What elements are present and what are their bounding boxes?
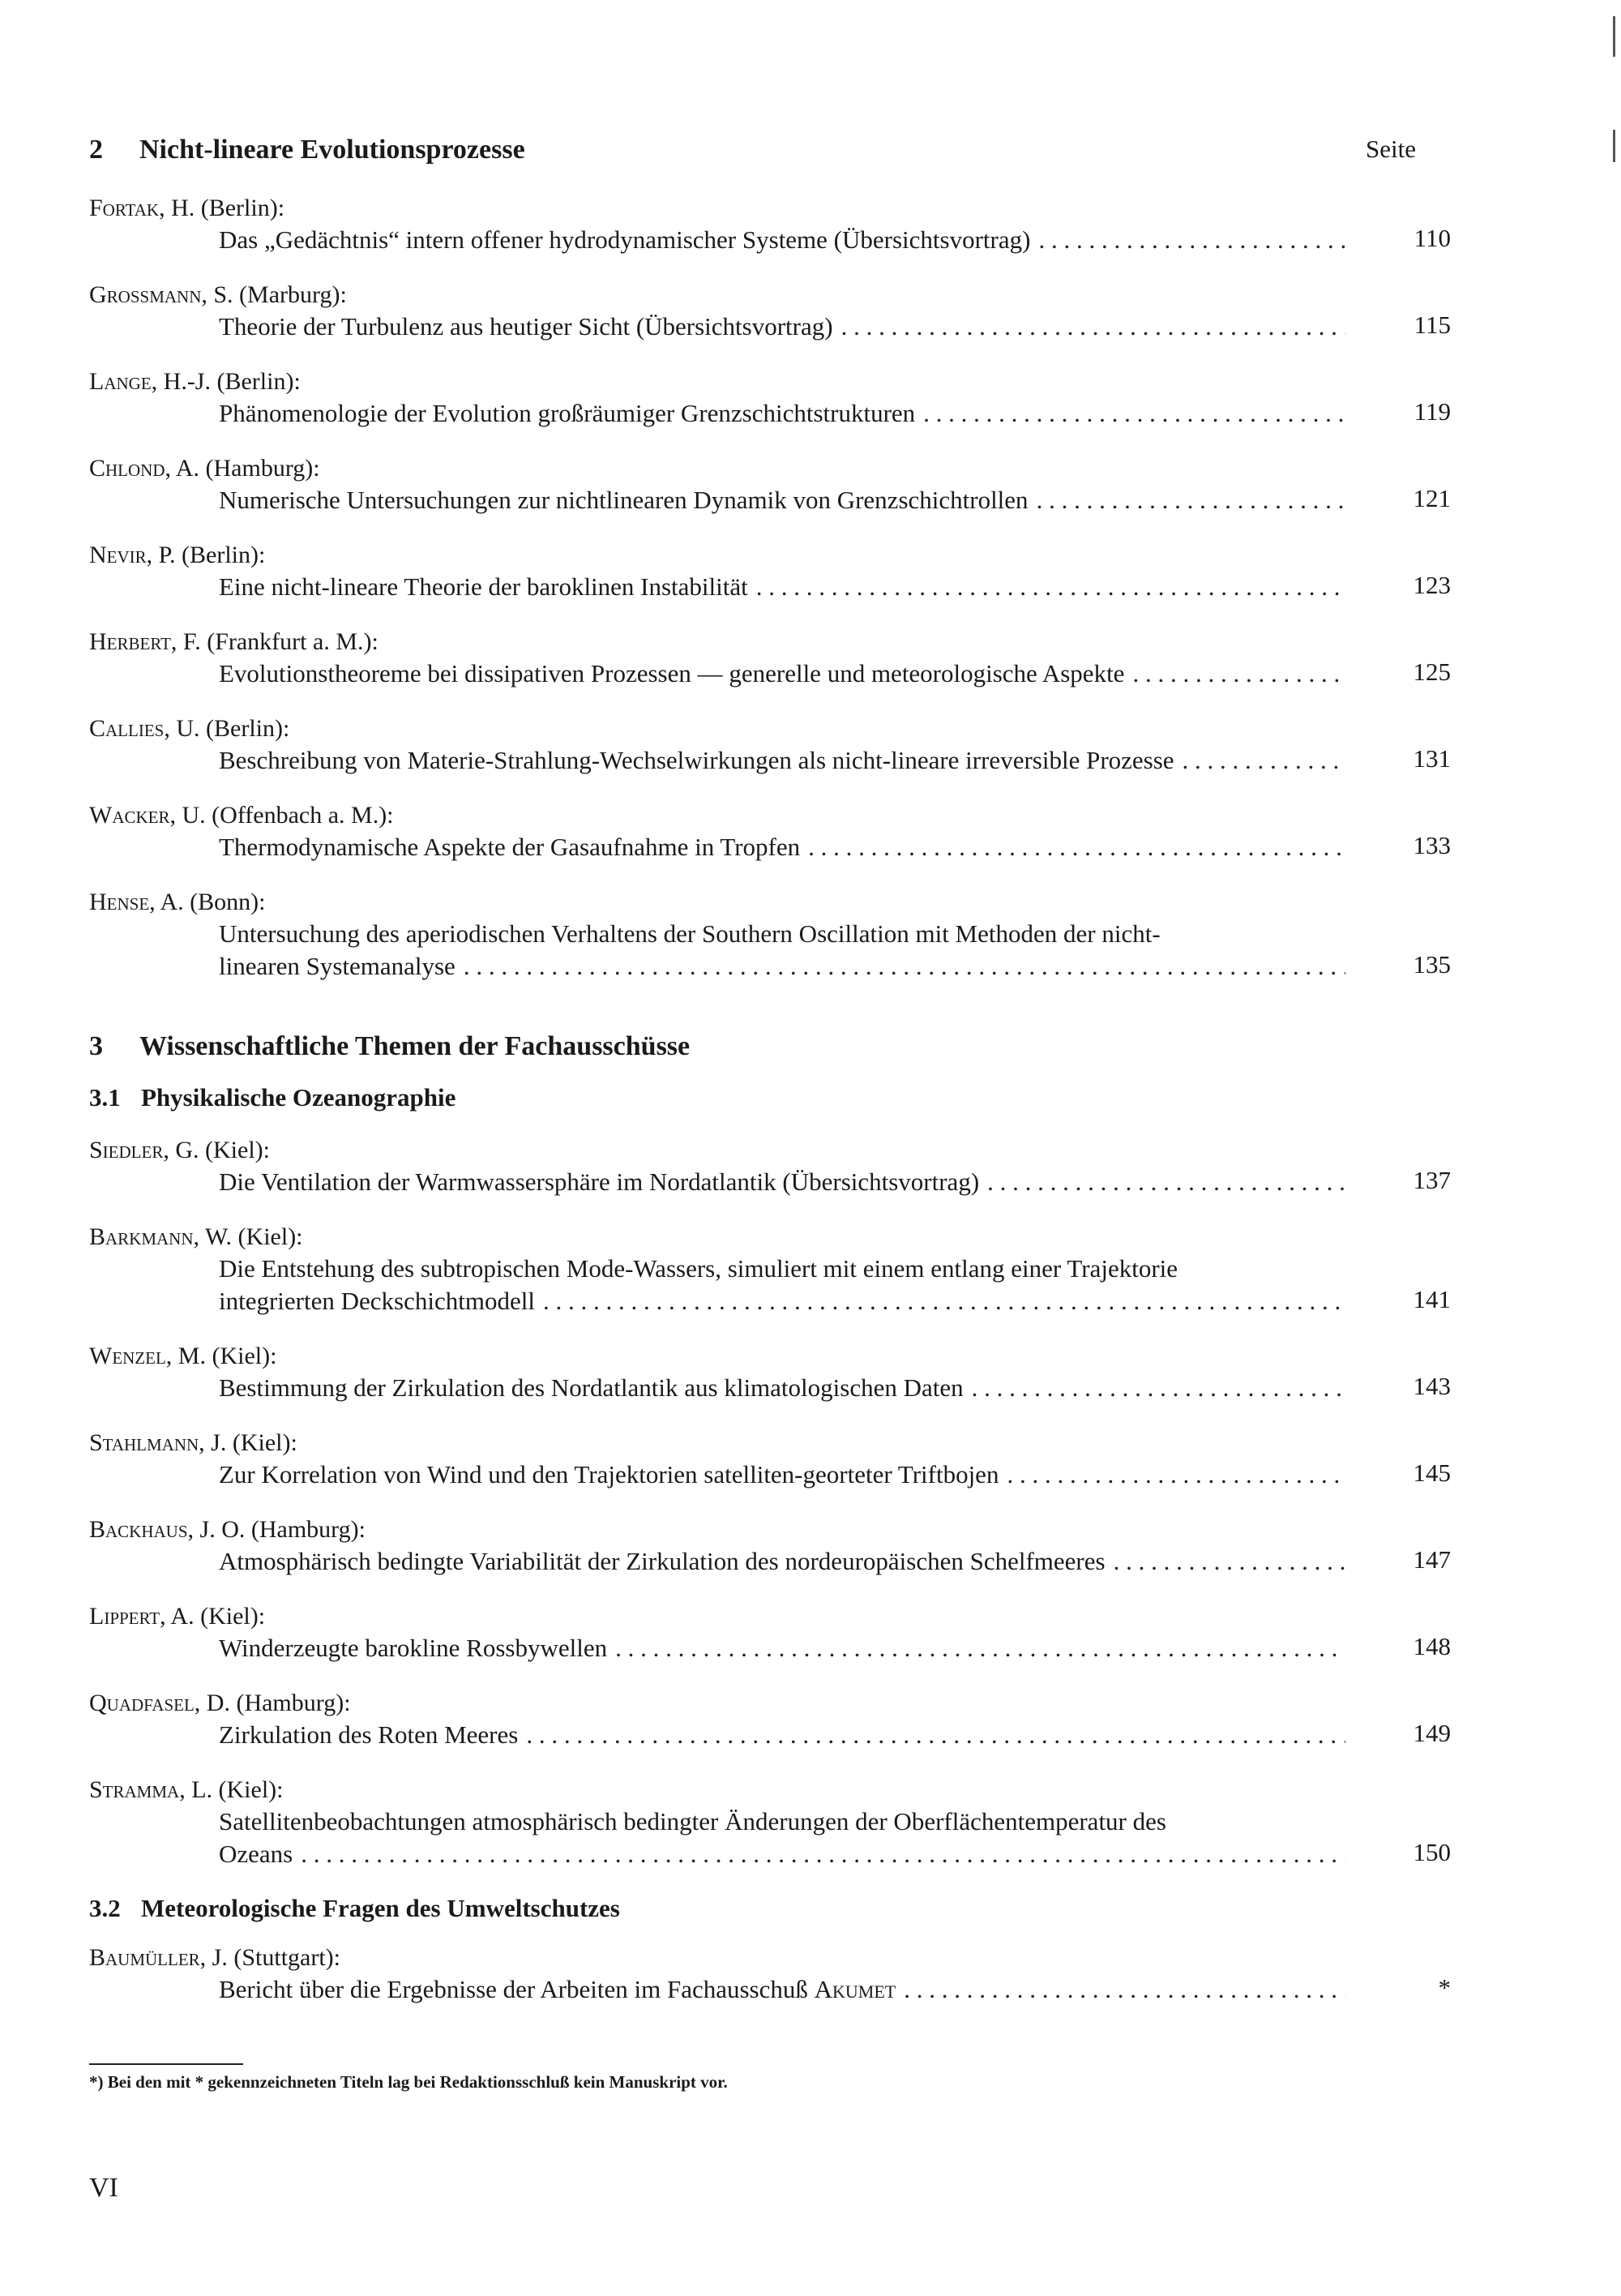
entry-title: [219, 744, 1345, 777]
title-text: Zur Korrelation von Wind und den Trajektorien satelliten-georteter Triftbojen: [219, 1460, 999, 1489]
toc-entry: [89, 1775, 1451, 1870]
author-surname: Stramma: [89, 1776, 180, 1803]
page-number: 148: [1413, 1632, 1451, 1660]
title-text: Theorie der Turbulenz aus heutiger Sicht (Übersichtsvortrag): [219, 312, 833, 341]
author-surname: Fortak: [89, 195, 160, 221]
footnote-rule: [89, 2063, 243, 2065]
page-folio: VI: [89, 2173, 118, 2203]
entry-author: [89, 1135, 1435, 1166]
subsection-number: 3.1: [89, 1083, 121, 1112]
dot-leader: [1037, 484, 1345, 516]
section-number: 2: [89, 135, 103, 165]
dot-leader: [1114, 1545, 1345, 1578]
entry-title: [219, 397, 1345, 430]
author-detail: , J. (Stuttgart):: [199, 1944, 340, 1971]
author-detail: , U. (Berlin):: [164, 715, 290, 742]
page-number: *: [1438, 1973, 1451, 2002]
section-2-heading: [89, 135, 525, 165]
toc-entry: [89, 193, 1451, 256]
section-3-heading: [89, 1031, 690, 1062]
dot-leader: [972, 1372, 1345, 1404]
title-line-1: Untersuchung des aperiodischen Verhaltens der Southern Oscillation mit Methoden der nicht-: [219, 919, 1161, 948]
author-surname: Quadfasel: [89, 1690, 195, 1716]
entry-author: [89, 1688, 1435, 1719]
dot-leader: [987, 1166, 1345, 1198]
entry-author: [89, 1775, 1435, 1806]
entry-author: [89, 1601, 1435, 1632]
entry-author: [89, 1222, 1435, 1253]
toc-entry: [89, 280, 1451, 343]
author-detail: , J. O. (Hamburg):: [187, 1516, 366, 1543]
dot-leader: [808, 831, 1345, 863]
entry-title: [219, 658, 1345, 690]
entry-title: [219, 484, 1345, 516]
author-surname: Nevir: [89, 542, 147, 568]
toc-entry: [89, 366, 1451, 430]
author-surname: Baumüller: [89, 1944, 200, 1971]
entry-title: [219, 224, 1345, 256]
title-text: Atmosphärisch bedingte Variabilität der Zirkulation des nordeuropäischen Schelfmeeres: [219, 1547, 1106, 1575]
subsection-3-1-heading: [89, 1083, 456, 1112]
toc-entry: [89, 453, 1451, 516]
author-surname: Wenzel: [89, 1343, 166, 1369]
toc-entry: [89, 713, 1451, 777]
author-detail: , L. (Kiel):: [179, 1776, 284, 1803]
entry-author: [89, 280, 1435, 311]
page-number: 137: [1413, 1166, 1451, 1194]
author-surname: Hense: [89, 889, 150, 915]
author-surname: Chlond: [89, 455, 165, 482]
author-detail: , P. (Berlin):: [146, 542, 266, 568]
author-surname: Herbert: [89, 628, 171, 655]
author-detail: , D. (Hamburg):: [194, 1690, 351, 1716]
title-text: integrierten Deckschichtmodell: [219, 1287, 535, 1315]
author-detail: , W. (Kiel):: [193, 1223, 303, 1250]
entry-title: [219, 1459, 1345, 1491]
author-detail: , A. (Hamburg):: [165, 455, 320, 482]
toc-entry: [89, 1943, 1451, 2006]
author-detail: , A. (Kiel):: [160, 1603, 266, 1630]
author-surname: Stahlmann: [89, 1429, 199, 1456]
dot-leader: [1183, 744, 1345, 777]
entry-author: [89, 1428, 1435, 1459]
toc-entry: [89, 1341, 1451, 1404]
seite-label: Seite: [1366, 135, 1416, 163]
entry-title: [219, 1253, 1345, 1317]
page-number: 125: [1413, 658, 1451, 686]
toc-entry: [89, 540, 1451, 603]
entry-title: [219, 311, 1345, 343]
author-surname: Barkmann: [89, 1223, 194, 1250]
author-detail: , H.-J. (Berlin):: [151, 368, 301, 395]
toc-entry: [89, 887, 1451, 983]
entry-author: [89, 713, 1435, 744]
toc-entry: [89, 1428, 1451, 1491]
entry-title: [219, 1545, 1345, 1578]
title-text: Bericht über die Ergebnisse der Arbeiten im Fachausschuß: [219, 1975, 815, 2003]
author-surname: Grossmann: [89, 281, 202, 308]
toc-entry: [89, 800, 1451, 863]
page-number: 123: [1413, 571, 1451, 599]
dot-leader: [1007, 1459, 1345, 1491]
entry-author: [89, 627, 1435, 658]
author-surname: Wacker: [89, 802, 170, 829]
page-number: 143: [1413, 1372, 1451, 1400]
dot-leader: [301, 1838, 1345, 1870]
entry-author: [89, 453, 1435, 484]
title-text: Bestimmung der Zirkulation des Nordatlantik aus klimatologischen Daten: [219, 1373, 964, 1402]
subsection-3-2-heading: [89, 1894, 620, 1923]
author-detail: , F. (Frankfurt a. M.):: [170, 628, 379, 655]
title-text: Die Ventilation der Warmwassersphäre im Nordatlantik (Übersichtsvortrag): [219, 1167, 980, 1196]
title-text: Phänomenologie der Evolution großräumiger Grenzschichtstrukturen: [219, 399, 916, 427]
author-detail: , U. (Offenbach a. M.):: [169, 802, 394, 829]
page-number: 145: [1413, 1459, 1451, 1487]
subsection-title: Meteorologische Fragen des Umweltschutzes: [141, 1894, 620, 1922]
entry-author: [89, 1514, 1435, 1545]
author-detail: , S. (Marburg):: [201, 281, 347, 308]
author-surname: Siedler: [89, 1137, 164, 1163]
title-text: Winderzeugte barokline Rossbywellen: [219, 1634, 608, 1662]
entry-author: [89, 540, 1435, 571]
title-smallcaps: Akumet: [814, 1975, 896, 2003]
title-text: Zirkulation des Roten Meeres: [219, 1720, 519, 1749]
author-detail: , G. (Kiel):: [163, 1137, 270, 1163]
dot-leader: [923, 397, 1345, 430]
author-surname: Callies: [89, 715, 165, 742]
page-number: 110: [1414, 224, 1451, 252]
section-number: 3: [89, 1031, 103, 1061]
scan-edge-mark: [1613, 130, 1615, 162]
title-line-1: Die Entstehung des subtropischen Mode-Wassers, simuliert mit einem entlang einer Trajektorie: [219, 1254, 1178, 1283]
author-surname: Lange: [89, 368, 152, 395]
author-detail: , A. (Bonn):: [149, 889, 266, 915]
entry-title: [219, 1806, 1345, 1870]
page-number: 131: [1413, 744, 1451, 773]
entry-title: [219, 1166, 1345, 1198]
toc-entry: [89, 1688, 1451, 1751]
page-number: 133: [1413, 831, 1451, 859]
section-title: Nicht-lineare Evolutionsprozesse: [139, 135, 525, 165]
page-number: 147: [1413, 1545, 1451, 1574]
entry-author: [89, 1943, 1435, 1973]
toc-entry: [89, 1135, 1451, 1198]
toc-entry: [89, 627, 1451, 690]
author-surname: Backhaus: [89, 1516, 188, 1543]
author-detail: , H. (Berlin):: [159, 195, 285, 221]
entry-author: [89, 366, 1435, 397]
footnote: *) Bei den mit * gekennzeichneten Titeln lag bei Redaktionsschluß kein Manuskript vor.: [89, 2072, 728, 2092]
dot-leader: [1132, 658, 1345, 690]
page-number: 149: [1413, 1719, 1451, 1747]
page-number: 141: [1413, 1285, 1451, 1313]
page-number: 119: [1414, 397, 1451, 426]
title-text: linearen Systemanalyse: [219, 952, 456, 980]
title-text: Thermodynamische Aspekte der Gasaufnahme in Tropfen: [219, 833, 801, 861]
entry-author: [89, 887, 1435, 918]
entry-title: [219, 1372, 1345, 1404]
section-title: Wissenschaftliche Themen der Fachausschüsse: [139, 1031, 691, 1061]
page-number: 121: [1413, 484, 1451, 512]
entry-title: [219, 1632, 1345, 1664]
page-number: 115: [1414, 311, 1451, 339]
entry-title: [219, 1973, 1345, 2006]
dot-leader: [756, 571, 1345, 603]
title-line-1: Satellitenbeobachtungen atmosphärisch bedingter Änderungen der Oberflächentemperatur des: [219, 1807, 1166, 1836]
dot-leader: [841, 311, 1345, 343]
entry-title: [219, 571, 1345, 603]
dot-leader: [904, 1973, 1345, 2006]
subsection-title: Physikalische Ozeanographie: [141, 1083, 456, 1112]
author-surname: Lippert: [89, 1603, 160, 1630]
dot-leader: [1038, 224, 1345, 256]
dot-leader: [526, 1719, 1345, 1751]
author-detail: , M. (Kiel):: [165, 1343, 277, 1369]
dot-leader: [615, 1632, 1345, 1664]
dot-leader: [543, 1285, 1345, 1317]
entry-title: [219, 1719, 1345, 1751]
entry-author: [89, 193, 1435, 224]
title-text: Beschreibung von Materie-Strahlung-Wechselwirkungen als nicht-lineare irreversible Prozesse: [219, 746, 1174, 774]
entry-title: [219, 831, 1345, 863]
toc-entry: [89, 1222, 1451, 1317]
title-text: Evolutionstheoreme bei dissipativen Prozessen — generelle und meteorologische Aspekte: [219, 659, 1125, 688]
entry-title: [219, 918, 1345, 983]
entry-author: [89, 1341, 1435, 1372]
title-text: Ozeans: [219, 1840, 293, 1868]
toc-entry: [89, 1514, 1451, 1578]
dot-leader: [464, 950, 1345, 983]
scan-edge-mark: [1613, 16, 1615, 57]
author-detail: , J. (Kiel):: [199, 1429, 297, 1456]
title-text: Eine nicht-lineare Theorie der baroklinen Instabilität: [219, 572, 748, 601]
subsection-number: 3.2: [89, 1894, 121, 1922]
page-number: 135: [1413, 950, 1451, 979]
title-text: Das „Gedächtnis“ intern offener hydrodynamischer Systeme (Übersichtsvortrag): [219, 225, 1031, 254]
entry-author: [89, 800, 1435, 831]
toc-entry: [89, 1601, 1451, 1664]
title-text: Numerische Untersuchungen zur nichtlinearen Dynamik von Grenzschichtrollen: [219, 486, 1029, 514]
page-number: 150: [1413, 1838, 1451, 1866]
